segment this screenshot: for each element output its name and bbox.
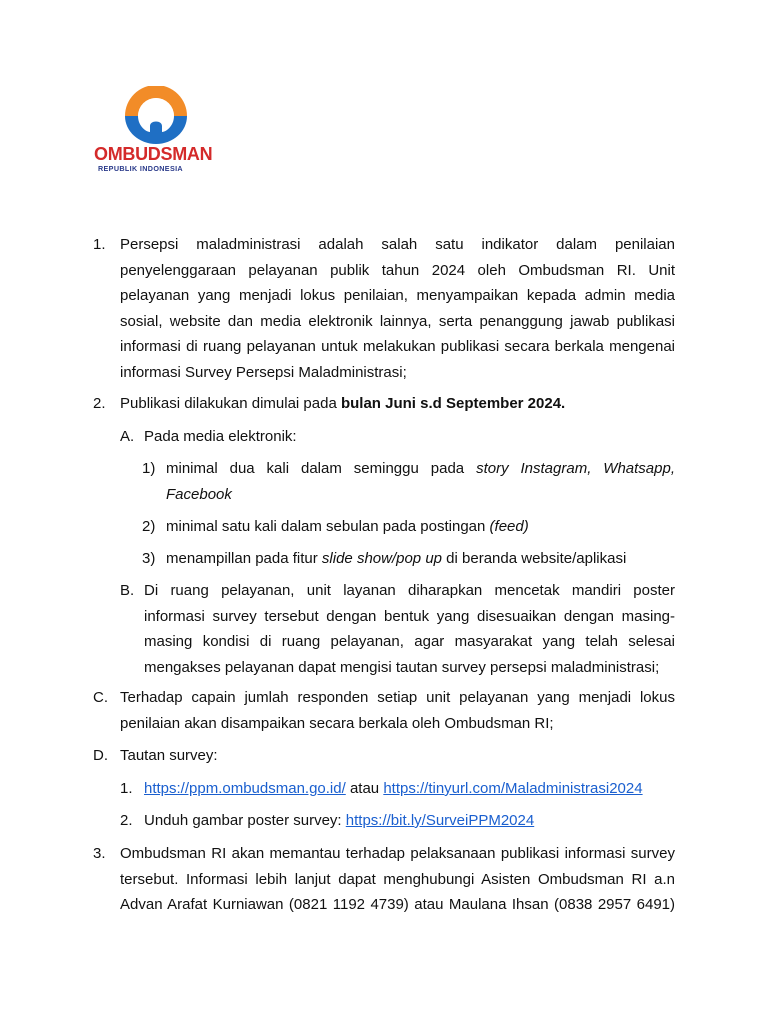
item-number: 2. [93,395,106,412]
item-text-plain: atau [345,780,384,797]
item-text-italic: slide show/pop up [321,550,443,567]
item-text-italic: (feed) [489,518,529,535]
tinyurl-survey-link[interactable]: https://tinyurl.com/Maladministrasi2024 [383,780,643,797]
item-text: Terhadap capain jumlah responden setiap unit pelayanan yang menjadi lokus penilaian akan disampaikan secara berkala oleh Ombudsman RI; [120,689,675,732]
item-text-plain: Unduh gambar poster survey: [144,812,346,829]
item-text [166,514,675,540]
item-number: 1. [93,236,106,253]
item-text: Ombudsman RI akan memantau terhadap pelaksanaan publikasi informasi survey tersebut. Informasi lebih lanjut dapat menghubungi Asisten Ombudsman RI a.n Advan Arafat Kurniawan (0821 1192 4739) atau Maulana Ihsan (0838 2957 6491) [120,845,675,913]
item-text-plain: menampillan pada fitur [166,550,322,567]
item-text [166,456,675,507]
item-letter: B. [120,582,135,599]
item-text [144,808,675,834]
item-number: 2) [142,518,156,535]
item-text: Pada media elektronik: [144,428,297,445]
item-text [144,776,675,802]
item-text [120,391,675,417]
item-number: 3. [93,845,106,862]
item-letter: C. [93,689,108,706]
logo-name: OMBUDSMAN [94,144,213,164]
item-text: Tautan survey: [120,747,218,764]
item-text-plain: Publikasi dilakukan dimulai pada [120,395,341,412]
item-text-italic: story Instagram, Whatsapp, Facebook [166,460,675,503]
item-number: 2. [120,812,133,829]
item-letter: D. [93,747,108,764]
ppm-survey-link[interactable]: https://ppm.ombudsman.go.id/ [144,780,346,797]
logo-subtitle: REPUBLIK INDONESIA [98,164,183,173]
item-letter: A. [120,428,135,445]
item-text-plain: minimal satu kali dalam sebulan pada postingan [166,518,490,535]
item-text: Di ruang pelayanan, unit layanan diharapkan mencetak mandiri poster informasi survey tersebut dengan bentuk yang disesuaikan dengan masing-masing kondisi di ruang pelayanan, agar masyarakat yang telah selesai mengakses pelayanan dapat mengisi tautan survey persepsi maladministrasi; [144,582,675,676]
poster-download-link[interactable]: https://bit.ly/SurveiPPM2024 [345,812,535,829]
item-number: 1. [120,780,133,797]
item-number: 1) [142,460,156,477]
item-number: 3) [142,550,156,567]
item-text: Persepsi maladministrasi adalah salah satu indikator dalam penilaian penyelenggaraan pelayanan publik tahun 2024 oleh Ombudsman RI. Unit pelayanan yang menjadi lokus penilaian, menyampaikan kepada admin media sosial, website dan media elektronik lainnya, serta penanggung jawab publikasi informasi di ruang pelayanan untuk melakukan publikasi secara berkala mengenai informasi Survey Persepsi Maladministrasi; [120,236,675,381]
item-text-plain: minimal dua kali dalam seminggu pada [166,460,477,477]
item-text-plain: di beranda website/aplikasi [442,550,627,567]
item-text [166,546,675,572]
item-text-bold: bulan Juni s.d September 2024. [340,395,566,412]
